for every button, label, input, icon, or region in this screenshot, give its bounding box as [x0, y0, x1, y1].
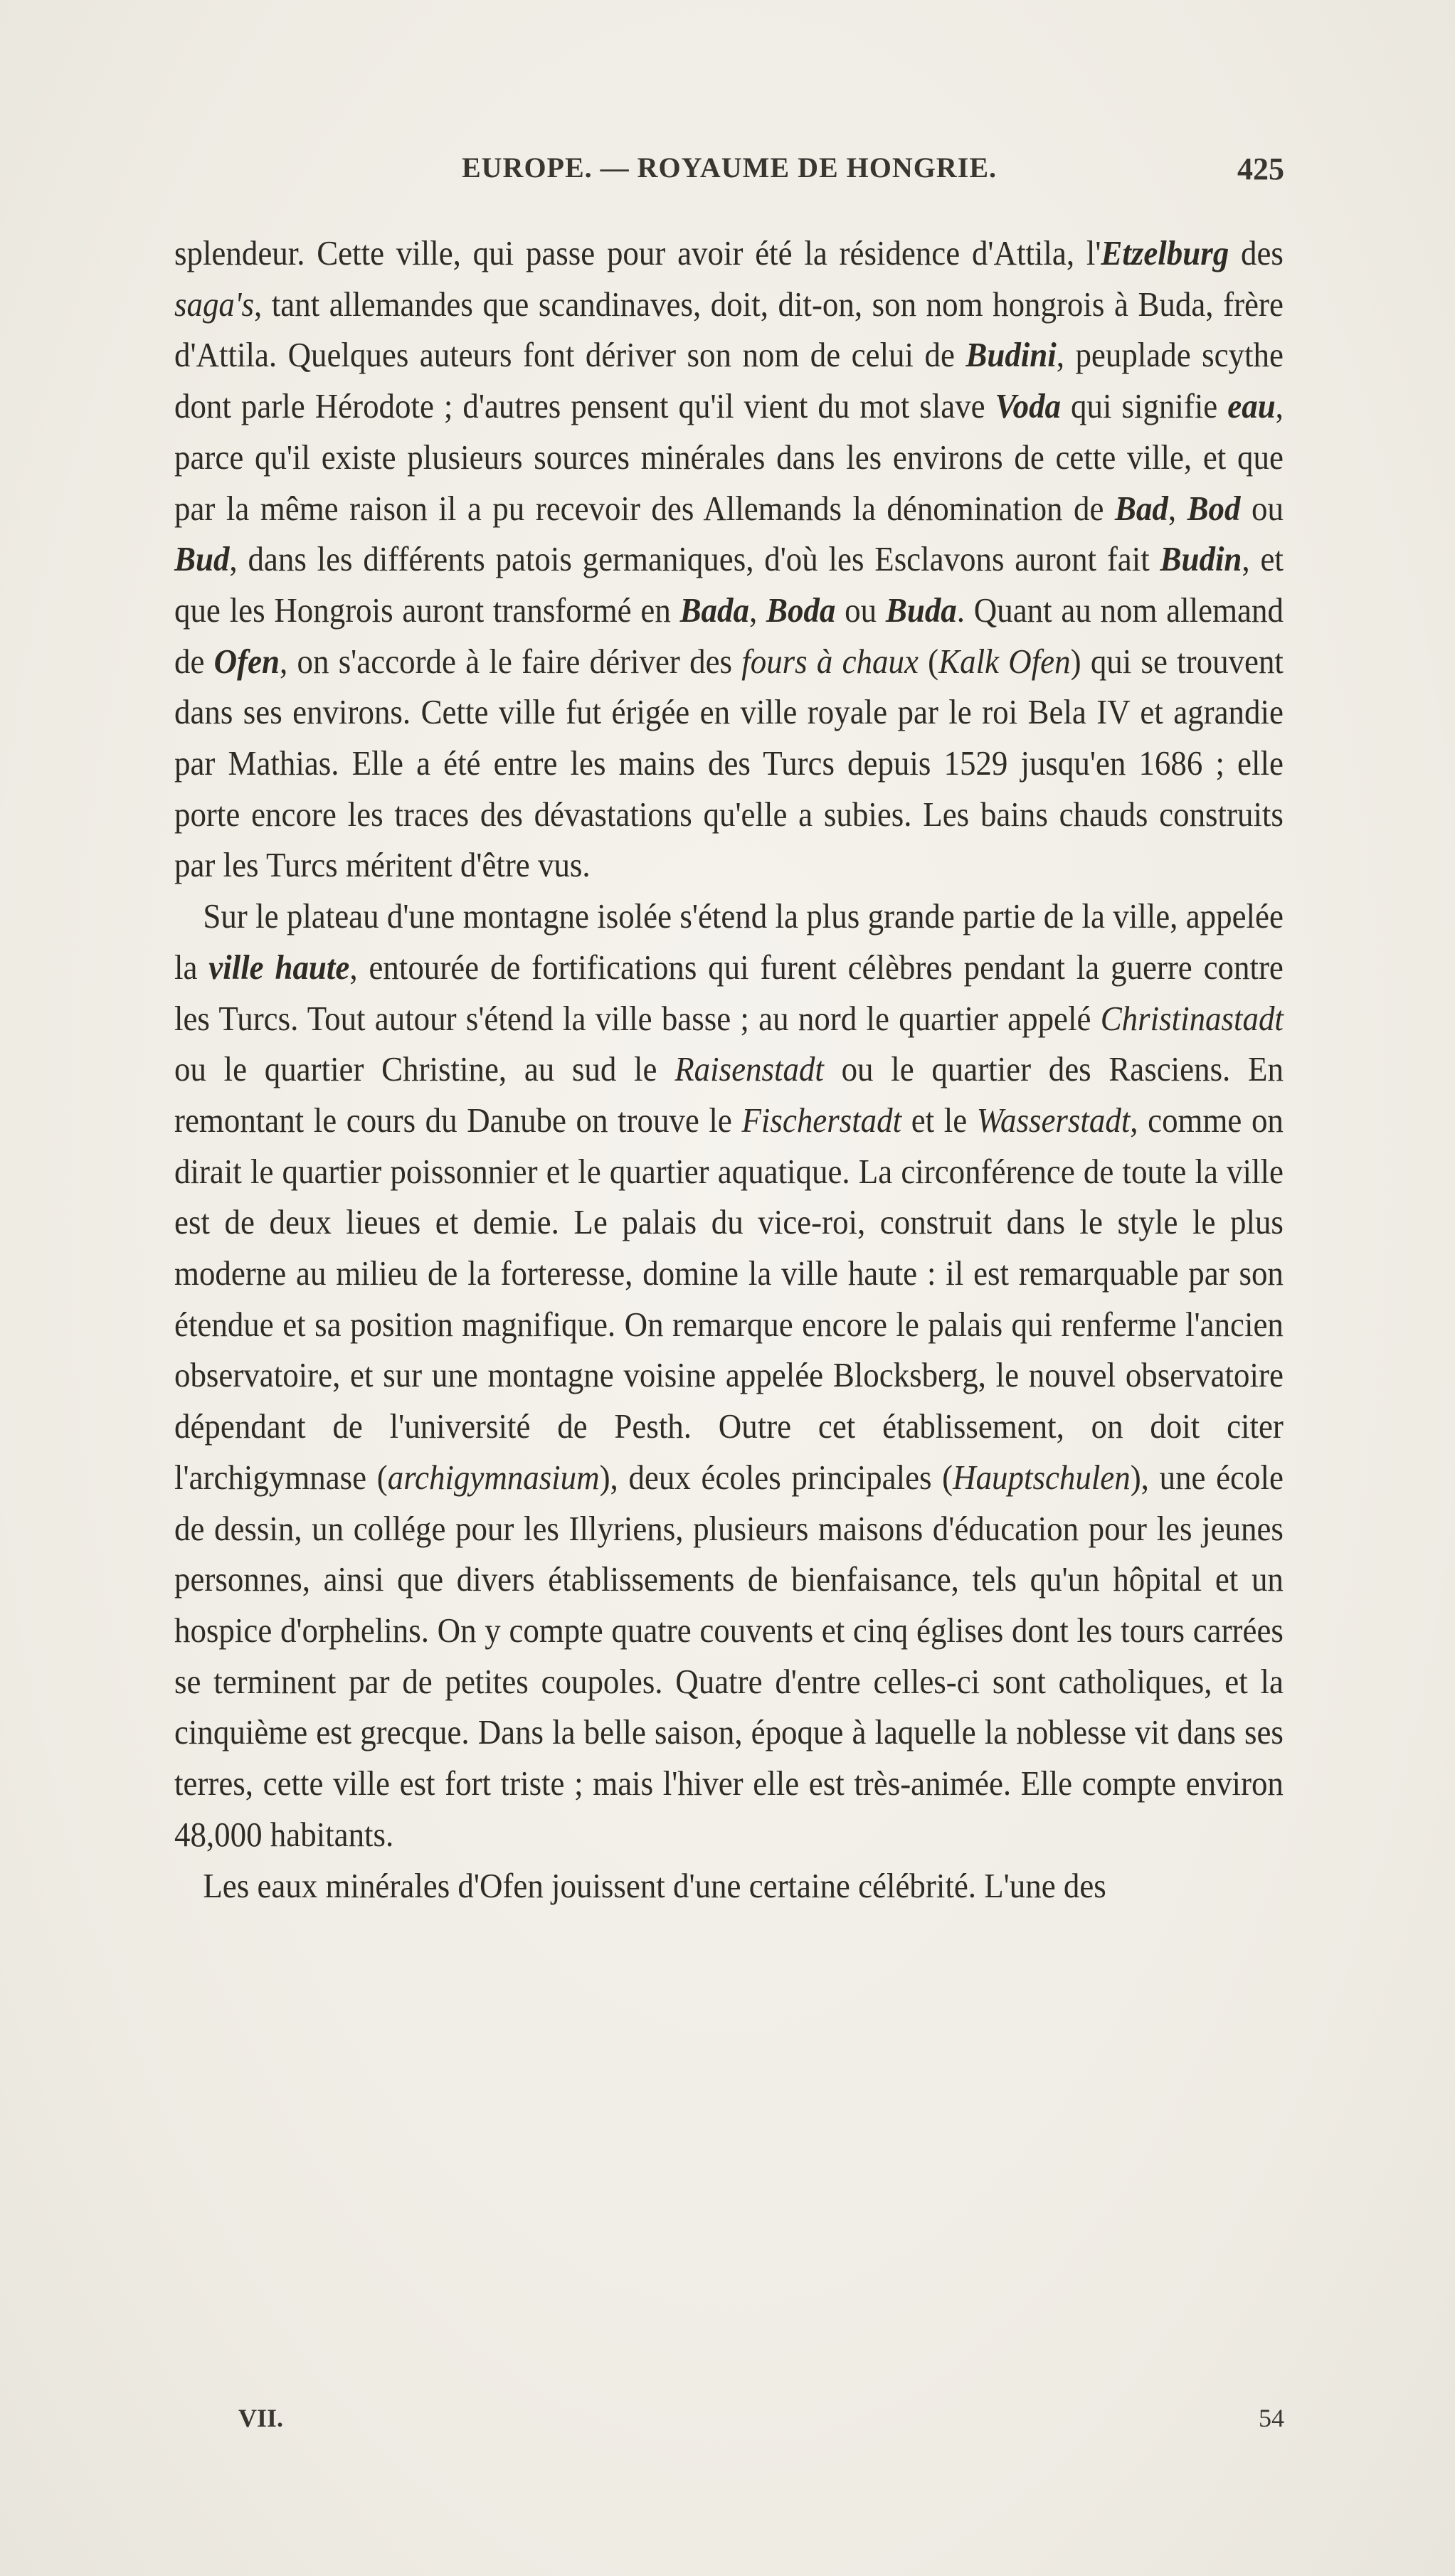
emphasized-text: Etzelburg — [1101, 233, 1229, 272]
text-run: , parce qu'il existe plusieurs sources minérales dans les environs de cette ville, et que par la même raison il a pu recevoir des Allemands la dénomination de — [174, 386, 1284, 528]
emphasized-text: Buda — [885, 590, 957, 630]
emphasized-text: Christinastadt — [1100, 998, 1284, 1038]
emphasized-text: Hauptschulen — [953, 1457, 1131, 1497]
page-header — [174, 151, 1284, 194]
text-run: ou — [1240, 488, 1284, 528]
text-run: ), deux écoles principales ( — [599, 1457, 953, 1497]
paragraph-1 — [174, 228, 1284, 891]
text-run: ou le quartier des Rasciens. En remontant le cours du Danube on trouve le — [174, 1049, 1284, 1140]
text-run: , dans les différents patois germaniques, d'où les Esclavons auront fait — [229, 539, 1160, 579]
text-run: , — [1168, 488, 1187, 528]
emphasized-text: Voda — [995, 386, 1062, 426]
body-text — [174, 228, 1284, 1911]
text-run: Sur le plateau d'une montagne isolée s'étend la plus grande partie de la ville, appelée la — [174, 896, 1284, 987]
text-run: Les eaux minérales d'Ofen jouissent d'une certaine célébrité. L'une des — [203, 1865, 1106, 1905]
text-run: splendeur. Cette ville, qui passe pour avoir été la résidence d'Attila, l' — [174, 233, 1101, 272]
page-footer — [174, 2403, 1284, 2439]
emphasized-text: eau — [1227, 386, 1276, 426]
running-title: EUROPE. — ROYAUME DE HONGRIE. — [461, 152, 998, 184]
emphasized-text: Fischerstadt — [741, 1100, 902, 1140]
emphasized-text: Budin — [1160, 539, 1242, 579]
page-number: 425 — [1237, 152, 1284, 186]
emphasized-text: saga's — [174, 284, 254, 324]
text-run: , peuplade scythe dont parle Hérodote ; d'autres pensent qu'il vient du mot slave — [174, 335, 1284, 426]
text-run: ou le quartier Christine, au sud le — [174, 1049, 675, 1089]
emphasized-text: Budini — [965, 335, 1057, 375]
signature-mark: VII. — [238, 2404, 284, 2432]
text-run: ) qui se trouvent dans ses environs. Cette ville fut érigée en ville royale par le roi Bela IV et agrandie par Mathias. Elle a été entre les mains des Turcs depuis 1529 jusqu'en 1686 ; elle porte encore les traces des dévastations qu'elle a subies. Les bains chauds construits par les Turcs méritent d'être vus. — [174, 641, 1284, 885]
emphasized-text: Boda — [766, 590, 836, 630]
paragraph-2 — [174, 891, 1284, 1860]
emphasized-text: Wasserstadt — [976, 1100, 1131, 1140]
emphasized-text: ville haute — [208, 947, 350, 987]
text-run: , entourée de fortifications qui furent célèbres pendant la guerre contre les Turcs. Tout autour s'étend la ville basse ; au nord le quartier appelé — [174, 947, 1284, 1038]
text-run: . Quant au nom allemand de — [174, 590, 1284, 681]
signature-number: 54 — [1259, 2404, 1284, 2432]
text-run: ), une école de dessin, un collége pour les Illyriens, plusieurs maisons d'éducation pour les jeunes personnes, ainsi que divers établissements de bienfaisance, tels qu'un hôpital et un hospice d'orphelins. On y compte quatre couvents et cinq églises dont les tours carrées se terminent par de petites coupoles. Quatre d'entre celles-ci sont catholiques, et la cinquième est grecque. Dans la belle saison, époque à laquelle la noblesse vit dans ses terres, cette ville est fort triste ; mais l'hiver elle est très-animée. Elle compte environ 48,000 habitants. — [174, 1457, 1284, 1854]
text-run: , on s'accorde à le faire dériver des — [280, 641, 742, 681]
text-run: des — [1229, 233, 1284, 272]
text-run: ( — [918, 641, 939, 681]
emphasized-text: archigymnasium — [387, 1457, 600, 1497]
emphasized-text: fours à chaux — [741, 641, 919, 681]
text-run: , et que les Hongrois auront transformé en — [174, 539, 1284, 630]
emphasized-text: Bad — [1114, 488, 1168, 528]
emphasized-text: Raisenstadt — [674, 1049, 824, 1089]
paragraph-3 — [174, 1860, 1284, 1912]
emphasized-text: Kalk Ofen — [938, 641, 1071, 681]
emphasized-text: Bod — [1187, 488, 1241, 528]
text-run: qui signifie — [1061, 386, 1228, 426]
emphasized-text: Ofen — [213, 641, 280, 681]
text-run: , — [748, 590, 766, 630]
text-run: ou — [835, 590, 886, 630]
text-run: , tant allemandes que scandinaves, doit, dit-on, son nom hongrois à Buda, frère d'Attila. Quelques auteurs font dériver son nom de celui de — [174, 284, 1284, 375]
text-run: et le — [901, 1100, 977, 1140]
text-run: , comme on dirait le quartier poissonnier et le quartier aquatique. La circonférence de toute la ville est de deux lieues et demie. Le palais du vice-roi, construit dans le style le plus moderne au milieu de la forteresse, domine la ville haute : il est remarquable par son étendue et sa position magnifique. On remarque encore le palais qui renferme l'ancien observatoire, et sur une montagne voisine appelée Blocksberg, le nouvel observatoire dépendant de l'université de Pesth. Outre cet établissement, on doit citer l'archigymnase ( — [174, 1100, 1284, 1497]
emphasized-text: Bud — [174, 539, 230, 579]
emphasized-text: Bada — [679, 590, 749, 630]
